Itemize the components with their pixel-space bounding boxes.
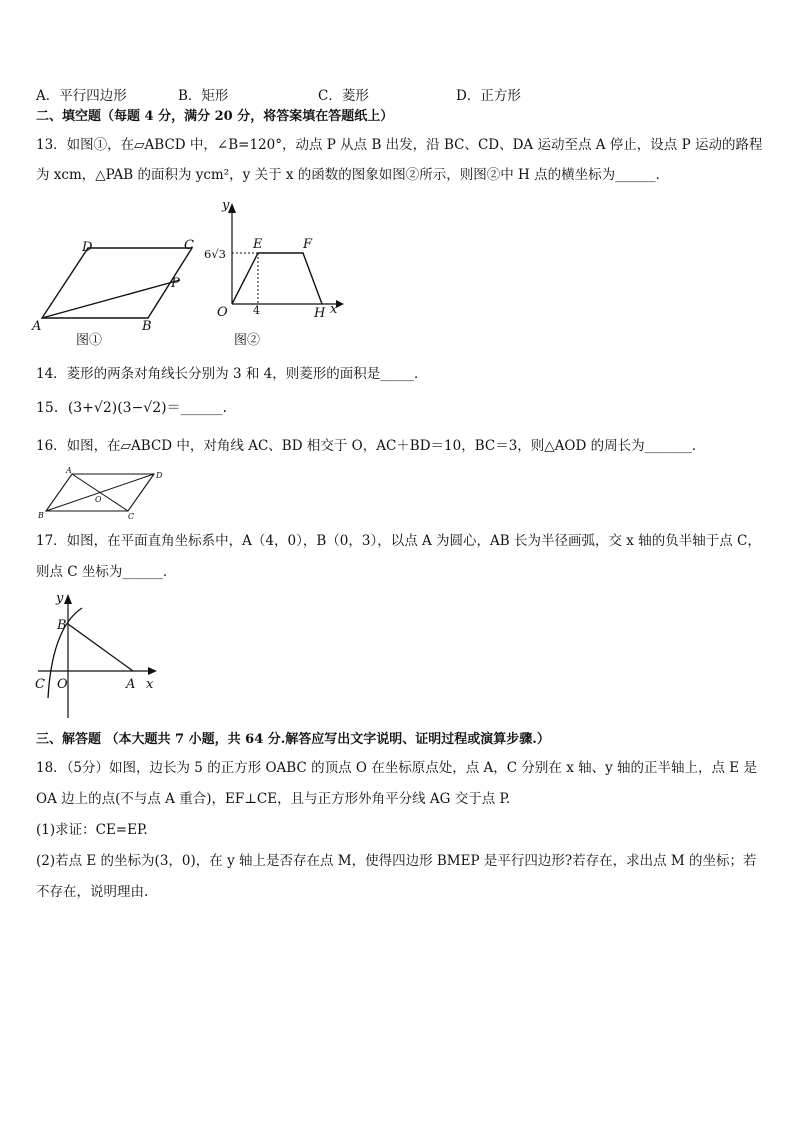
- fig17-label-x: x: [146, 677, 154, 692]
- fig17-label-a: A: [126, 677, 136, 692]
- fig2-label-e: E: [253, 237, 263, 252]
- fig1-label-p: P: [171, 276, 180, 291]
- fig2-label-x: x: [330, 302, 338, 317]
- q14-text: 14．菱形的两条对角线长分别为 3 和 4，则菱形的面积是_____．: [36, 366, 428, 382]
- y-axis-arrow: [64, 594, 72, 604]
- fig1-label-a: A: [32, 319, 42, 334]
- fig2-label-y: y: [222, 198, 230, 213]
- q15-text: 15．(3+√2)(3−√2)＝______．: [36, 400, 237, 416]
- q16-figure: [36, 466, 166, 520]
- q13-line-2: 为 xcm，△PAB 的面积为 ycm²，y 关于 x 的函数的图象如图②所示，则图②中 H 点的横坐标为______．: [36, 167, 670, 183]
- section-3-title: 三、解答题 （本大题共 7 小题，共 64 分.解答应写出文字说明、证明过程或演算步骤.）: [36, 732, 550, 747]
- fig16-label-a: A: [66, 466, 72, 475]
- fig16-label-c: C: [128, 512, 135, 520]
- option-a: A．平行四边形: [36, 88, 127, 104]
- fig16-label-o: O: [95, 495, 102, 504]
- fig17-label-b: B: [57, 618, 67, 633]
- fig2-label-h: H: [314, 306, 326, 321]
- q18-part-2-line-2: 不存在，说明理由.: [36, 884, 149, 900]
- fig16-label-b: B: [38, 511, 44, 520]
- fig2-caption: 图②: [234, 333, 261, 348]
- q17-figure: [30, 588, 160, 720]
- fig17-label-y: y: [56, 591, 64, 606]
- q13-figure-2: [200, 195, 350, 350]
- q13-line-1: 13．如图①，在▱ABCD 中，∠B=120°，动点 P 从点 B 出发，沿 BC、CD、DA 运动至点 A 停止，设点 P 运动的路程: [36, 137, 763, 153]
- x-axis-arrow: [148, 667, 157, 675]
- fig1-caption: 图①: [76, 333, 103, 348]
- section-2-title: 二、填空题（每题 4 分，满分 20 分，将答案填在答题纸上）: [36, 109, 394, 124]
- diagonal-bd: [46, 474, 154, 511]
- q18-part-2-line-1: (2)若点 E 的坐标为(3，0)，在 y 轴上是否存在点 M，使得四边形 BMEP 是平行四边形?若存在，求出点 M 的坐标；若: [36, 853, 757, 869]
- q17-line-2: 则点 C 坐标为______．: [36, 564, 177, 580]
- q13-figure-1: [30, 232, 205, 350]
- fig2-label-f: F: [303, 237, 313, 252]
- option-d: D．正方形: [456, 88, 521, 104]
- option-b: B．矩形: [178, 88, 229, 104]
- fig1-label-b: B: [142, 319, 152, 334]
- q16-text: 16．如图，在▱ABCD 中，对角线 AC、BD 相交于 O，AC＋BD＝10，BC＝3，则△AOD 的周长为_______．: [36, 438, 706, 454]
- fig2-x-value: 4: [253, 304, 260, 317]
- fig1-label-c: C: [184, 238, 194, 253]
- q18-line-2: OA 边上的点(不与点 A 重合)，EF⊥CE，且与正方形外角平分线 AG 交于点 P.: [36, 791, 511, 807]
- fig16-label-d: D: [156, 471, 163, 480]
- q18-part-1: (1)求证：CE=EP.: [36, 822, 148, 838]
- q17-line-1: 17．如图，在平面直角坐标系中，A（4，0），B（0，3），以点 A 为圆心，AB 长为半径画弧，交 x 轴的负半轴于点 C，: [36, 533, 761, 549]
- segment-ab: [68, 624, 133, 671]
- fig1-label-d: D: [82, 240, 93, 255]
- function-graph: [232, 253, 322, 304]
- fig17-label-c: C: [35, 677, 45, 692]
- q18-line-1: 18．（5分）如图，边长为 5 的正方形 OABC 的顶点 O 在坐标原点处，点 A，C 分别在 x 轴、y 轴的正半轴上，点 E 是: [36, 760, 757, 776]
- option-c: C．菱形: [318, 88, 369, 104]
- fig17-label-o: O: [57, 677, 68, 692]
- fig2-y-value: 6√3: [204, 247, 226, 261]
- fig2-label-o: O: [217, 305, 228, 320]
